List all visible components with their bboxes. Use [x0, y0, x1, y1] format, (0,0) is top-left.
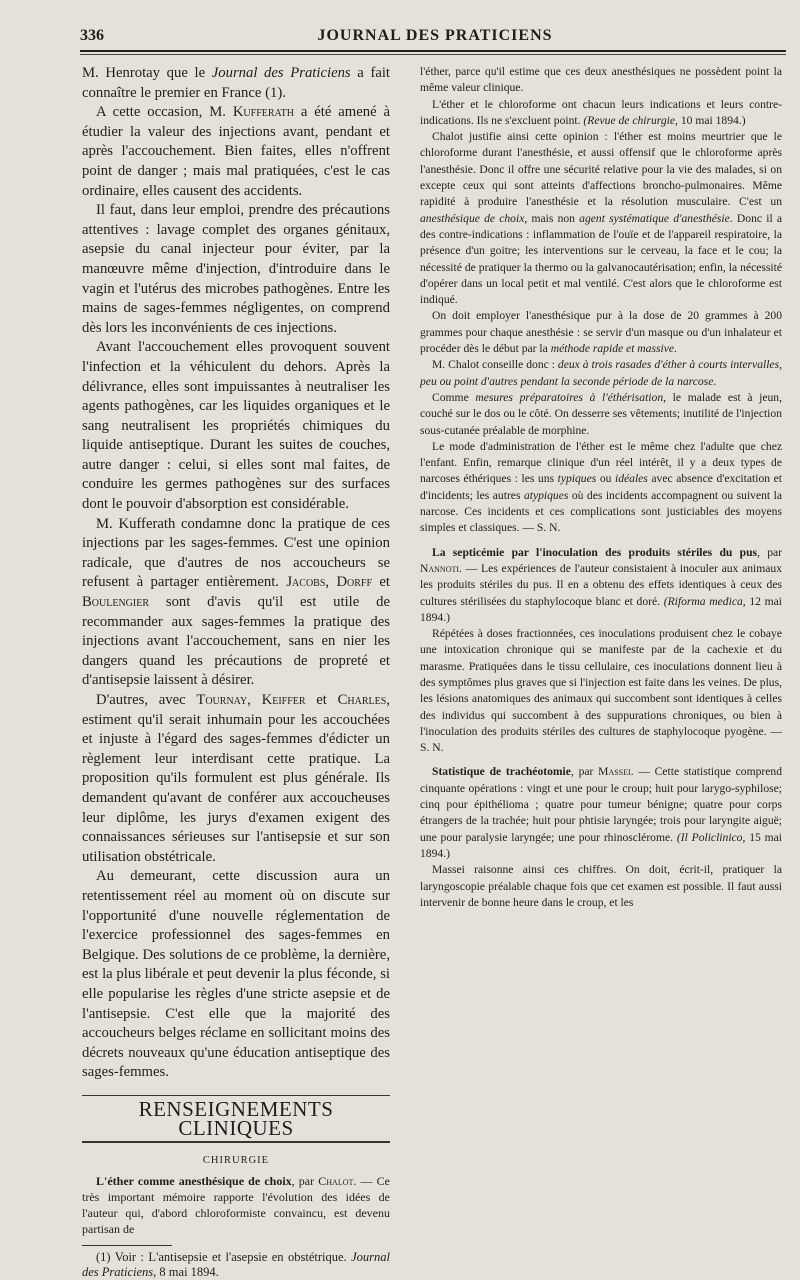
article-paragraph: La septicémie par l'inoculation des produits stériles du pus, par Nannoti. — Les expériences de l'auteur consistaient à inoculer aux animaux les produits stériles du pus. Il en a obtenu des effets identiques à ceux des cultures stérilisées du staphylocoque blanc et doré. (Riforma medica, 12 mai 1894.) — [420, 545, 783, 624]
paragraph: Au demeurant, cette discussion aura un retentissement réel au moment où on discute sur l'opportunité d'une nouvelle réglementation de l'exercice professionnel des sages-femmes en Belgique. Des solutions de ce problème, la dernière, est la plus libérale et peut devenir la plus féconde, si elle popularise les règles d'une stricte asepsie et de l'antisepsie. C'est elle que la majorité des accoucheurs belges réclame en sollicitant moins des décrets nouveaux qu'une éducation antiseptique des sages-femmes. — [82, 868, 390, 1081]
paragraph: l'éther, parce qu'il estime que ces deux anesthésiques ne possèdent point la même valeur clinique. — [420, 65, 782, 95]
page-number: 336 — [80, 27, 104, 44]
spacer — [420, 756, 782, 764]
article-title: L'éther comme anesthésique de choix — [96, 1173, 292, 1188]
section-title: RENSEIGNEMENTS CLINIQUES — [138, 1096, 334, 1141]
spacer — [420, 537, 782, 545]
footnote: (1) Voir : L'antisepsie et l'asepsie en obstétrique. Journal des Praticiens, 8 mai 1894. — [82, 1249, 390, 1279]
article-title: La septicémie par l'inoculation des produits stériles du pus — [432, 545, 758, 559]
paragraph: Avant l'accouchement elles provoquent souvent l'infection et la véhiculent du dehors. Après la délivrance, elles sont impuissantes à neutraliser les agents pathogènes, car les liquides organiques et le sang neutralisent les propriétés chimiques du liquide antiseptique. Durant les suites de couches, autre danger : celui, si elles sont mal faites, de conduire les germes pathogènes sur des surfaces dont le pouvoir d'absorption est considérable. — [82, 339, 390, 513]
paragraph: A cette occasion, M. Kufferath a été amené à étudier la valeur des injections avant, pendant et après l'accouchement. Bien faites, elles n'offrent point de danger ; mais mal pratiquées, c'est le cas ordinaire, elles causent des accidents. — [82, 104, 390, 199]
paragraph: M. Chalot conseille donc : deux à trois rasades d'éther à courts intervalles, peu ou point d'autres pendant la seconde période de la narcose. — [420, 358, 782, 388]
paragraph: Chalot justifie ainsi cette opinion : l'éther est moins meurtrier que le chloroforme durant l'anesthésie, et aussi offensif que le chloroforme après l'anesthésie. Donc il offre une sécurité relative pour la vie des malades, si on excepte ceux qui sont atteints d'affections broncho-pulmonaires. Même rapidité à produire l'anesthésie et la résolution musculaire. C'est un anesthésique de choix, mais non agent systématique d'anesthésie. Donc il a des contre-indications : inflammation de l'ouïe et de l'appareil respiratoire, la présence d'un goitre; les interventions sur le cerveau, la face et le cou; la nécessité de pratiquer la thermo ou la galvanocautérisation; enfin, la nécessité d'opérer dans un local petit et mal ventilé. C'est alors que le chloroforme est indiqué. — [420, 130, 783, 307]
section-rule — [82, 1095, 390, 1096]
paragraph: Massei raisonne ainsi ces chiffres. On doit, écrit-il, pratiquer la laryngoscopie préalable chaque fois que cet examen est possible. Il faut aussi intervenir de bonne heure dans le croup, et les — [420, 863, 782, 909]
paragraph: Il faut, dans leur emploi, prendre des précautions attentives : lavage complet des organes génitaux, asepsie du canal injecteur pour éviter, par la manœuvre même d'injection, d'introduire dans le vagin et l'utérus des microbes pathogènes. Entre les mains de sages-femmes négligentes, on comprend dès lors les inconvénients de ces injections. — [82, 202, 390, 336]
footnote-rule — [82, 1245, 172, 1246]
header-rule-thin — [80, 54, 786, 55]
article-title: Statistique de trachéotomie — [432, 765, 571, 779]
page-header — [80, 27, 790, 49]
subsection-title: CHIRURGIE — [202, 1155, 270, 1167]
paragraph: Répétées à doses fractionnées, ces inoculations produisent chez le cobaye une intoxication chronique qui se manifeste par de la cachexie et du marasme. Pratiquées dans le tissu cellulaire, ces inoculations donnent lieu à des symptômes plus graves que si l'injection est faite dans les veines. De plus, les lésions anatomiques des animaux qui succombent sont identiques à celles des individus qui succombent à des suppurations chroniques, ou bien à l'inoculation des produits stériles des cultures de staphylocoque pyogène. — S. N. — [420, 627, 782, 755]
running-title: JOURNAL DES PRATICIENS — [317, 27, 553, 44]
paragraph: Comme mesures préparatoires à l'éthérisation, le malade est à jeun, couché sur le dos ou le côté. On desserre ses vêtements; inutilité de l'injection sous-cutanée préalable de morphine. — [420, 390, 782, 437]
paragraph: On doit employer l'anesthésique pur à la dose de 20 grammes à 200 grammes pour chaque anesthésie : se servir d'un masque ou d'un inhalateur et procéder dès le début par la méthode rapide et massive. — [420, 309, 782, 356]
section-rule — [82, 1141, 390, 1143]
paragraph: M. Kufferath condamne donc la pratique de ces injections par les sages-femmes. C'est une opinion radicale, que d'autres de nos accoucheurs se refusent à partager entièrement. Jacobs, Dorff et Boulengier sont d'avis qu'il est utile de recommander aux sages-femmes la pratique des injections avant l'accouchement, sans en nier les dangers quand les précautions de propreté et d'antisepsie laissent à désirer. — [82, 515, 391, 689]
left-column — [82, 64, 390, 1280]
article-paragraph: L'éther comme anesthésique de choix, par Chalot. — Ce très important mémoire rapporte l'évolution des idées de l'auteur qui, d'abord chloroformiste convaincu, est devenu partisan de — [82, 1173, 390, 1236]
header-rule — [80, 50, 786, 52]
paragraph: M. Henrotay que le Journal des Praticiens a fait connaître le premier en France (1). — [82, 65, 391, 101]
paragraph: Le mode d'administration de l'éther est le même chez l'adulte que chez l'enfant. Enfin, remarque clinique d'un réel intérêt, il y a deux types de narcoses éthériques : les uns typiques ou idéales avec absence d'excitation et d'incidents; les autres atypiques où des incidents accompagnent ou suivent la narcose. Ces incidents et ces complications sont justiciables des moyens simples et classiques. — S. N. — [420, 439, 782, 535]
paragraph: L'éther et le chloroforme ont chacun leurs indications et leurs contre-indications. Ils ne s'excluent point. (Revue de chirurgie, 10 mai 1894.) — [420, 97, 782, 127]
article-paragraph: Statistique de trachéotomie, par Massei. — Cette statistique comprend cinquante opérations : vingt et une pour le croup; huit pour larygo-syphilose; cinq pour épithélioma ; quatre pour tumeur bénigne; quatre pour corps étrangers de la trachée; huit pour phtisie laryngée; trois pour laryngite aiguë; une pour paralysie laryngée; une pour rhinosclérome. (Il Policlinico, 15 mai 1894.) — [420, 765, 782, 860]
right-column — [420, 64, 782, 911]
paragraph: D'autres, avec Tournay, Keiffer et Charles, estiment qu'il serait inhumain pour les accouchées et injuste à l'égard des sages-femmes d'édicter un règlement leur interdisant cette pratique. La proposition qu'ils formulent est plus générale. Ils demandent qu'avant de conférer aux accoucheuses leur diplôme, les jurys d'examen exigent des connaissances sérieuses sur l'antisepsie et sur son utilisation obstétricale. — [82, 692, 390, 865]
